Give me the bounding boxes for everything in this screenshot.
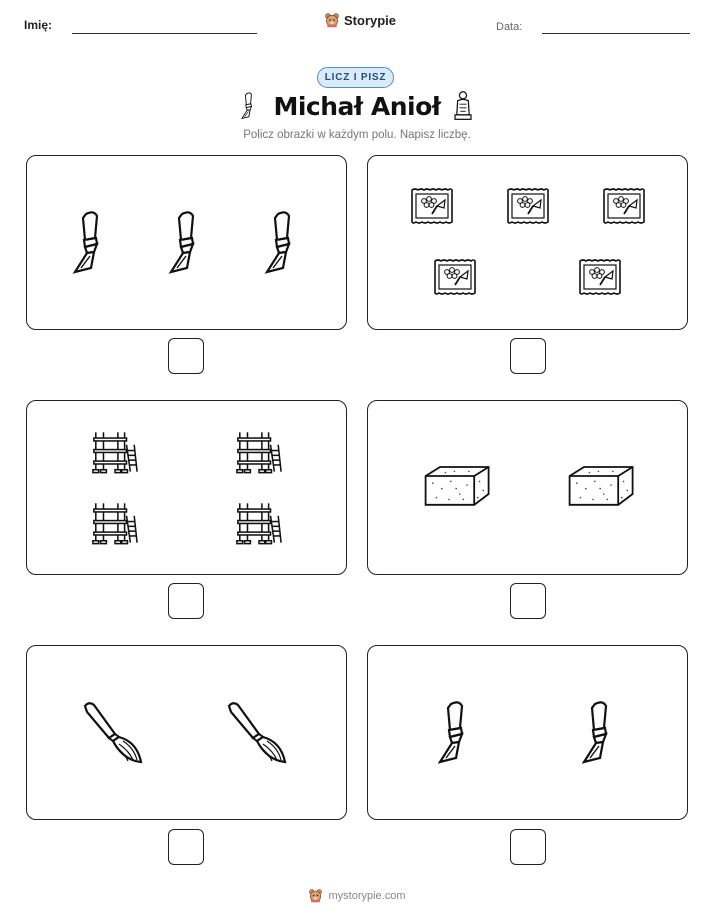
activity-badge: LICZ I PISZ (317, 67, 394, 88)
answer-box-6[interactable] (510, 829, 546, 865)
name-write-line[interactable] (72, 33, 257, 34)
stone-block-icon (422, 461, 494, 509)
fresco-tile-icon (505, 186, 551, 226)
name-label: Imię: (24, 18, 53, 32)
paintbrush-icon (223, 698, 293, 768)
scaffold-icon (235, 500, 283, 545)
answer-box-5[interactable] (168, 829, 204, 865)
brand-logo (324, 12, 396, 28)
scaffold-icon (91, 500, 139, 545)
bear-mascot-icon (308, 888, 323, 903)
statue-icon (452, 90, 474, 122)
brand-name: Storypie (344, 12, 397, 28)
scaffold-icon (235, 429, 283, 474)
fresco-tile-icon (432, 257, 478, 297)
answer-box-1[interactable] (168, 338, 204, 374)
paintbrush-icon (79, 698, 149, 768)
date-write-line[interactable] (542, 33, 690, 34)
page-title: Michał Anioł (273, 92, 441, 121)
answer-box-2[interactable] (510, 338, 546, 374)
footer (0, 888, 714, 903)
counting-panel-5 (26, 645, 347, 820)
chisel-icon (256, 208, 306, 278)
footer-url: mystorypie.com (328, 889, 406, 902)
answer-box-3[interactable] (168, 583, 204, 619)
chisel-icon (429, 698, 479, 768)
chisel-icon (160, 208, 210, 278)
counting-panel-4 (367, 400, 688, 575)
stone-block-icon (566, 461, 638, 509)
scaffold-icon (91, 429, 139, 474)
instruction-text: Policz obrazki w każdym polu. Napisz liczbę. (243, 129, 471, 141)
counting-panel-1 (26, 155, 347, 330)
counting-panel-2 (367, 155, 688, 330)
counting-panel-3 (26, 400, 347, 575)
fresco-tile-icon (409, 186, 455, 226)
fresco-tile-icon (601, 186, 647, 226)
bear-mascot-icon (324, 12, 340, 28)
chisel-icon (573, 698, 623, 768)
counting-panel-6 (367, 645, 688, 820)
fresco-tile-icon (577, 257, 623, 297)
date-label: Data: (496, 21, 523, 33)
answer-box-4[interactable] (510, 583, 546, 619)
chisel-icon (64, 208, 114, 278)
